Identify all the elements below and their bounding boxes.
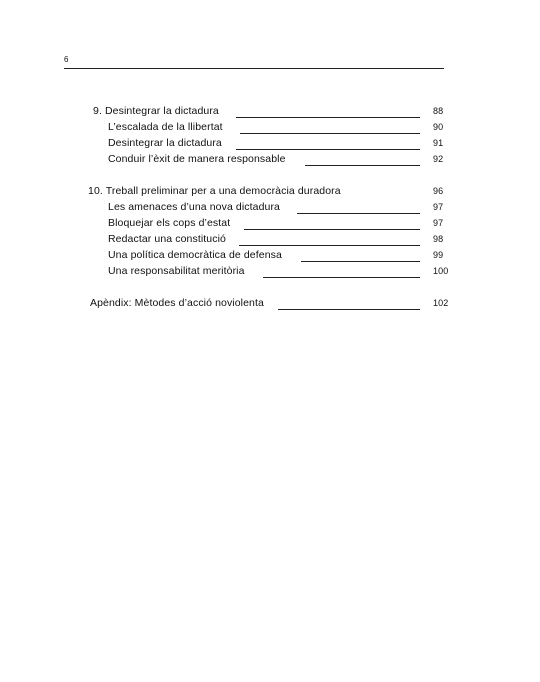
- toc-item-page-wrap: [433, 121, 463, 137]
- toc-chapter-9-label: Desintegrar la dictadura: [105, 105, 219, 117]
- toc-leader: [239, 245, 420, 246]
- toc-appendix-page-wrap: [433, 297, 463, 313]
- toc-item-title: Bloquejar els cops d’estat: [108, 217, 231, 229]
- toc-chapter-10-page: 96: [433, 186, 444, 196]
- toc-leader: [236, 149, 420, 150]
- toc-item-page-wrap: [433, 137, 463, 153]
- toc-item: [108, 233, 420, 249]
- toc-item-page-wrap: [433, 153, 463, 169]
- toc-chapter-10: [88, 185, 408, 201]
- toc-item: [108, 153, 420, 169]
- toc-item: [108, 265, 420, 281]
- toc-appendix: [90, 297, 420, 313]
- toc-chapter-10-label: Treball preliminar per a una democràcia duradora: [105, 185, 341, 197]
- toc-item-page: 100: [433, 266, 449, 276]
- toc-chapter-10-number: 10.: [88, 185, 103, 197]
- toc-chapter-10-page-wrap: [433, 185, 463, 201]
- toc-item: [108, 121, 420, 137]
- toc-appendix-page: 102: [433, 298, 449, 308]
- toc-item-title: Les amenaces d’una nova dictadura: [108, 201, 280, 213]
- toc-item-title: Una responsabilitat meritòria: [108, 265, 245, 277]
- toc-chapter-9-title: [93, 105, 219, 118]
- toc-item-title: Desintegrar la dictadura: [108, 137, 222, 149]
- toc-leader: [305, 165, 420, 166]
- toc-item-page-wrap: [433, 249, 463, 265]
- toc-chapter-9-page: 88: [433, 106, 444, 116]
- toc-item: [108, 137, 420, 153]
- toc-item-page: 97: [433, 218, 444, 228]
- toc-leader: [278, 309, 420, 310]
- toc-item: [108, 217, 420, 233]
- toc-chapter-10-title: [88, 185, 341, 198]
- toc-item-page-wrap: [433, 217, 463, 233]
- toc-leader: [244, 229, 420, 230]
- toc-item-title: L’escalada de la llibertat: [108, 121, 223, 133]
- toc-item: [108, 249, 420, 265]
- toc-item-page: 99: [433, 250, 444, 260]
- toc-item-page: 97: [433, 202, 444, 212]
- toc-item-page: 92: [433, 154, 444, 164]
- toc-item-page-wrap: [433, 233, 463, 249]
- toc-leader: [263, 277, 420, 278]
- toc-item-title: Redactar una constitució: [108, 233, 226, 245]
- toc-item-title: Conduir l’èxit de manera responsable: [108, 153, 286, 165]
- toc-item-page: 98: [433, 234, 444, 244]
- toc-item-page: 91: [433, 138, 444, 148]
- toc-chapter-9-number: 9.: [93, 105, 102, 117]
- toc-appendix-title: Apèndix: Mètodes d’acció noviolenta: [90, 297, 264, 309]
- toc-chapter-9: [93, 105, 420, 121]
- toc-item-page-wrap: [433, 265, 463, 281]
- toc-leader: [301, 261, 420, 262]
- toc-leader: [240, 133, 420, 134]
- toc-leader: [236, 117, 420, 118]
- toc-item-page: 90: [433, 122, 444, 132]
- toc-item-title: Una política democràtica de defensa: [108, 249, 282, 261]
- page-number: 6: [64, 55, 69, 64]
- toc-item: [108, 201, 420, 217]
- toc-item-page-wrap: [433, 201, 463, 217]
- toc-leader: [297, 213, 420, 214]
- toc-chapter-9-page-wrap: [433, 105, 463, 121]
